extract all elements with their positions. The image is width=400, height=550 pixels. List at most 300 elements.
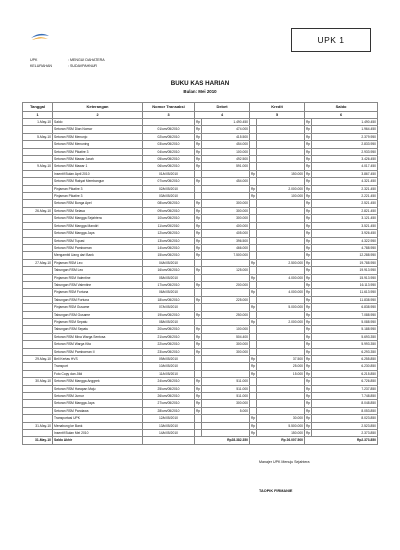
cell-debit-currency: Rp [196, 253, 201, 258]
table-row [23, 215, 378, 222]
cell-debit [202, 415, 250, 422]
cell-saldo: 5.993.350 [312, 341, 378, 348]
cell-saldo: 12.288.950 [312, 252, 378, 259]
cell-saldo-currency: Rp [306, 149, 311, 154]
table-row [23, 415, 378, 422]
table-row [23, 318, 378, 325]
cell-saldo-currency: Rp [306, 223, 311, 228]
cell-transaction-number: 23/um/05/2010 [143, 348, 195, 355]
column-header: Nomor Transaksi [143, 103, 195, 112]
cell-debit-currency [195, 318, 202, 325]
cell-saldo-currency: Rp [306, 179, 311, 184]
column-number: 2 [53, 112, 143, 119]
cell-credit: 5.500.000 [257, 422, 305, 429]
cell-credit-currency [250, 200, 257, 207]
cell-saldo: 2.379.950 [312, 133, 378, 140]
cell-credit-currency [250, 126, 257, 133]
cell-transaction-number: 12/um/05/2010 [143, 230, 195, 237]
cell-debit-currency: Rp [196, 327, 201, 332]
cell-description: Setoran RSM Mawar 1 [53, 163, 143, 170]
cell-date [23, 193, 53, 200]
cell-credit-currency [250, 156, 257, 163]
header-label: UPK [30, 58, 38, 62]
cell-saldo: 7.748.850 [312, 393, 378, 400]
cell-description: Setoran RSM Bunga Apel [53, 200, 143, 207]
cell-credit [257, 148, 305, 155]
cell-credit-currency: Rp [251, 423, 256, 428]
cell-saldo-currency: Rp [306, 431, 311, 436]
cell-debit-currency: Rp [196, 312, 201, 317]
table-row [23, 400, 378, 407]
cell-saldo-currency: Rp [306, 245, 311, 250]
cell-saldo-currency: Rp [306, 327, 311, 332]
cell-saldo-currency: Rp [306, 401, 311, 406]
cell-description: Pinjaman RSM Sepatu [53, 318, 143, 325]
table-row [23, 326, 378, 333]
cell-description: Saldo [53, 119, 143, 126]
cell-date [23, 311, 53, 318]
table-row [23, 333, 378, 340]
cell-date [23, 415, 53, 422]
cell-transaction-number: 22/um/05/2010 [143, 341, 195, 348]
cell-transaction-number [143, 119, 195, 126]
cell-saldo: 3.426.450 [312, 156, 378, 163]
cell-debit-currency [195, 193, 202, 200]
column-number: 3 [143, 112, 195, 119]
cell-saldo-currency: Rp [306, 305, 311, 310]
cell-transaction-number: 01/um/05/2010 [143, 126, 195, 133]
cell-saldo-currency: Rp [306, 238, 311, 243]
cell-debit-currency: Rp [196, 379, 201, 384]
cell-debit [202, 370, 250, 377]
cell-debit-currency [195, 422, 202, 429]
signature-name: TAOPIK FIRMANIE [259, 489, 293, 493]
cell-date [23, 274, 53, 281]
cell-description: Insentif Bulan April 2010 [53, 170, 143, 177]
cell-debit [202, 274, 250, 281]
column-number: 1 [23, 112, 53, 119]
cell-date [23, 326, 53, 333]
cell-saldo-total: Rp2.373.850 [305, 437, 378, 444]
cell-debit [202, 185, 250, 192]
cell-saldo: 6.726.850 [312, 378, 378, 385]
cell-credit [257, 237, 305, 244]
cell-debit-currency: Rp [196, 149, 201, 154]
cell-credit-currency [250, 163, 257, 170]
cell-credit-currency: Rp [251, 171, 256, 176]
cell-credit: 15.000 [257, 370, 305, 377]
cell-date: 9-May-10 [23, 163, 53, 170]
cell-credit: 4.000.000 [257, 289, 305, 296]
cell-credit [257, 230, 305, 237]
cell-debit-currency: Rp [196, 208, 201, 213]
cell-transaction-number: 08/k/05/2010 [143, 318, 195, 325]
cell-debit: 100.000 [202, 148, 250, 155]
cell-description: Setoran RSM Pamboeran II [53, 348, 143, 355]
table-row [23, 378, 378, 385]
cell-credit: 2.000.000 [257, 185, 305, 192]
table-row [23, 156, 378, 163]
cell-date [23, 252, 53, 259]
table-row [23, 296, 378, 303]
cell-description: Foto Copy dan Jilid [53, 370, 143, 377]
cell-credit-currency [250, 133, 257, 140]
cell-saldo-currency: Rp [306, 142, 311, 147]
cell-saldo-currency: Rp [306, 208, 311, 213]
table-row [23, 244, 378, 251]
cell-debit: 125.000 [202, 267, 250, 274]
cell-debit-currency [195, 304, 202, 311]
cell-saldo: 3.926.450 [312, 230, 378, 237]
cell-debit-currency: Rp [196, 394, 201, 399]
cell-description: Setoran RSM Harapan Maju [53, 385, 143, 392]
cell-debit-currency: Rp [196, 386, 201, 391]
cell-description: Tabungan RSM Sepatu [53, 326, 143, 333]
column-header: Tanggal [23, 103, 53, 112]
cell-saldo: 4.788.950 [312, 244, 378, 251]
cell-date [23, 126, 53, 133]
cell-date [23, 333, 53, 340]
cell-credit [257, 341, 305, 348]
cell-saldo: 6.838.950 [312, 304, 378, 311]
cell-date: 29-May-10 [23, 356, 53, 363]
cell-saldo: 15.913.950 [312, 274, 378, 281]
cell-credit-currency: Rp [251, 260, 256, 265]
cell-saldo-currency: Rp [306, 231, 311, 236]
cell-description: Setoran RSM Jumur [53, 393, 143, 400]
cell-debit: 225.000 [202, 296, 250, 303]
cell-debit-currency [195, 185, 202, 192]
cell-debit [202, 170, 250, 177]
cell-description: Insentif Bulan Mei 2010 [53, 430, 143, 437]
cell-description: Setoran RSM Menuning [53, 141, 143, 148]
cell-debit [202, 259, 250, 266]
cell-saldo: 5.693.350 [312, 333, 378, 340]
cell-description: Pinjaman Pikatire 3 [53, 193, 143, 200]
cell-description: Tabungan RSM Gusame [53, 311, 143, 318]
cell-debit-currency [195, 289, 202, 296]
cell-date [23, 230, 53, 237]
cell-debit [202, 193, 250, 200]
table-row [23, 119, 378, 126]
cell-debit [202, 304, 250, 311]
cell-debit-currency: Rp [196, 334, 201, 339]
table-row [23, 163, 378, 170]
cell-saldo-currency: Rp [306, 334, 311, 339]
cell-saldo: 3.867.450 [312, 170, 378, 177]
cell-credit-currency [250, 119, 257, 126]
cell-debit: 511.000 [202, 393, 250, 400]
table-row [23, 407, 378, 414]
cell-debit-currency: Rp [196, 142, 201, 147]
cell-date [23, 185, 53, 192]
cell-description: Transport [53, 363, 143, 370]
cell-date [23, 318, 53, 325]
cell-debit-currency [195, 170, 202, 177]
cell-debit-currency: Rp [196, 268, 201, 273]
cell-transaction-number: 13/um/05/2010 [143, 237, 195, 244]
table-row [23, 311, 378, 318]
cell-description: Setoran RSM Mawar Jarah [53, 156, 143, 163]
cell-saldo: 5.088.950 [312, 318, 378, 325]
total-row [23, 437, 378, 444]
table-row [23, 178, 378, 185]
table-row [23, 341, 378, 348]
cell-credit-currency [250, 215, 257, 222]
cell-debit [202, 363, 250, 370]
cell-transaction-number: 12/k/05/2010 [143, 415, 195, 422]
cell-credit [257, 215, 305, 222]
cell-credit [257, 200, 305, 207]
cell-credit-currency [250, 141, 257, 148]
cell-saldo: 2.373.850 [312, 430, 378, 437]
cell-credit-currency: Rp [251, 305, 256, 310]
cell-transaction-number: 11/um/05/2010 [143, 222, 195, 229]
upk-number-box: UPK 1 [291, 28, 371, 52]
cell-saldo: 11.613.950 [312, 289, 378, 296]
cell-saldo: 11.838.950 [312, 296, 378, 303]
cell-date [23, 430, 53, 437]
cell-saldo-currency: Rp [306, 268, 311, 273]
cell-debit [202, 422, 250, 429]
cell-saldo-currency: Rp [306, 216, 311, 221]
cell-debit-currency: Rp [196, 216, 201, 221]
cell-debit-currency [195, 274, 202, 281]
cell-saldo: 2.221.450 [312, 193, 378, 200]
table-row [23, 370, 378, 377]
cell-transaction-number: 09/um/05/2010 [143, 207, 195, 214]
cell-debit: 591.000 [202, 163, 250, 170]
cell-transaction-number: 24/um/05/2010 [143, 378, 195, 385]
cell-saldo: 16.113.950 [312, 281, 378, 288]
table-row [23, 193, 378, 200]
cell-credit-currency: Rp [251, 416, 256, 421]
cell-credit-currency [250, 222, 257, 229]
cell-saldo: 3.121.450 [312, 215, 378, 222]
cell-transaction-number: 09/k/05/2010 [143, 356, 195, 363]
cell-debit: 511.000 [202, 378, 250, 385]
column-header: Saldo [305, 103, 378, 112]
cell-debit: 504.400 [202, 333, 250, 340]
cell-date [23, 400, 53, 407]
cell-description: Setoran RSM Tupasi [53, 237, 143, 244]
cell-description: Setoran RSM Pandawa [53, 407, 143, 414]
cell-transaction-number: 14/k/05/2010 [143, 430, 195, 437]
cell-description: Pinjaman RSM Gusame [53, 304, 143, 311]
cell-saldo-currency: Rp [306, 342, 311, 347]
cell-date [23, 237, 53, 244]
cell-date [23, 148, 53, 155]
cell-description: Setoran RSM Mangga Jaya [53, 400, 143, 407]
cell-description: Setoran RSM Warga Kita [53, 341, 143, 348]
cell-debit-currency: Rp [196, 342, 201, 347]
cell-saldo: 4.321.450 [312, 178, 378, 185]
table-row [23, 304, 378, 311]
cell-credit: 2.000.000 [257, 318, 305, 325]
cell-date [23, 289, 53, 296]
cell-credit [257, 207, 305, 214]
cell-debit [202, 430, 250, 437]
cell-saldo-currency: Rp [306, 157, 311, 162]
cell-saldo: 7.237.850 [312, 385, 378, 392]
cell-saldo-currency: Rp [306, 290, 311, 295]
cell-transaction-number: 13/k/05/2010 [143, 422, 195, 429]
cell-transaction-number: 27/um/05/2010 [143, 400, 195, 407]
table-row [23, 126, 378, 133]
cell-debit: 511.000 [202, 385, 250, 392]
cell-debit [202, 289, 250, 296]
table-row [23, 141, 378, 148]
cell-credit [257, 393, 305, 400]
cell-credit-currency [250, 385, 257, 392]
cell-credit-currency [250, 252, 257, 259]
cell-debit-currency: Rp [196, 201, 201, 206]
cell-date [23, 170, 53, 177]
cell-debit: 454.000 [202, 178, 250, 185]
cell-description: Tabungan RSM Valentine [53, 281, 143, 288]
table-row [23, 385, 378, 392]
cell-saldo-currency: Rp [306, 349, 311, 354]
cell-transaction-number: 17/um/05/2010 [143, 281, 195, 288]
cell-saldo: 6.293.350 [312, 348, 378, 355]
cell-debit-currency [195, 415, 202, 422]
cell-date [23, 370, 53, 377]
cell-description: Menabung ke Bank [53, 422, 143, 429]
cell-transaction-number: 04/k/05/2010 [143, 259, 195, 266]
cell-credit [257, 281, 305, 288]
cell-debit: 300.000 [202, 200, 250, 207]
cell-debit-currency: Rp [196, 120, 201, 124]
cell-credit-currency [250, 378, 257, 385]
cell-transaction-number: 28/um/05/2010 [143, 407, 195, 414]
cell-saldo: 19.913.950 [312, 267, 378, 274]
cell-transaction-number: 04/um/05/2010 [143, 148, 195, 155]
cell-credit: 4.000.000 [257, 274, 305, 281]
cell-credit: 30.000 [257, 415, 305, 422]
cell-transaction-number: 02/k/05/2010 [143, 185, 195, 192]
cell-saldo: 8.048.850 [312, 400, 378, 407]
cell-debit [202, 318, 250, 325]
cell-credit-currency: Rp [251, 364, 256, 369]
cell-credit-currency [250, 237, 257, 244]
cell-date [23, 156, 53, 163]
cell-saldo-currency: Rp [306, 371, 311, 376]
cell-debit: 400.000 [202, 222, 250, 229]
cell-credit-currency [250, 348, 257, 355]
cell-debit: 492.500 [202, 156, 250, 163]
cell-description: Pinjaman Pikatire 3 [53, 185, 143, 192]
cell-saldo-currency: Rp [306, 394, 311, 399]
cell-description: Setoran RSM Selasa [53, 207, 143, 214]
cell-credit-currency [250, 230, 257, 237]
cell-credit-currency: Rp [251, 186, 256, 191]
cell-credit-currency [250, 326, 257, 333]
cell-debit-currency: Rp [196, 231, 201, 236]
cell-description: Setoran RSM Dian Nomor [53, 126, 143, 133]
cell-description: Beli Kertas HVS [53, 356, 143, 363]
cell-debit-currency: Rp [196, 238, 201, 243]
cell-transaction-number [143, 437, 195, 444]
cash-ledger-table [22, 102, 378, 445]
table-row [23, 274, 378, 281]
cell-credit [257, 378, 305, 385]
cell-description: Setoran RSM Menunjo [53, 133, 143, 140]
cell-transaction-number: 03/k/05/2010 [143, 193, 195, 200]
cell-transaction-number: 18/um/05/2010 [143, 296, 195, 303]
cell-credit [257, 385, 305, 392]
column-header: Debet [195, 103, 250, 112]
cell-date [23, 222, 53, 229]
cell-credit-currency: Rp [251, 357, 256, 361]
cell-saldo-currency: Rp [306, 194, 311, 199]
cell-credit [257, 244, 305, 251]
cell-credit [257, 333, 305, 340]
signature-role: Manajer UPK Menuju Sejahtera [259, 460, 310, 464]
cell-saldo-currency: Rp [306, 253, 311, 258]
cell-credit-currency: Rp [251, 319, 256, 324]
cell-date [23, 363, 53, 370]
cell-debit: 474.000 [202, 126, 250, 133]
cell-date: 31-May-10 [23, 422, 53, 429]
cell-debit [202, 356, 250, 363]
header-value: : SUDAVPAHNUR [68, 64, 98, 68]
cell-description: Tabungan RSM Fortuna [53, 296, 143, 303]
table-row [23, 207, 378, 214]
cell-date [23, 141, 53, 148]
cell-credit-currency [250, 148, 257, 155]
cell-transaction-number: 20/um/05/2010 [143, 326, 195, 333]
cell-credit-currency: Rp [251, 275, 256, 280]
cell-debit-currency: Rp [196, 127, 201, 132]
cell-debit: 396.500 [202, 237, 250, 244]
cell-transaction-number: 10/k/05/2010 [143, 363, 195, 370]
cell-credit-total: Rp 26.007.500 [250, 437, 305, 444]
cell-description: Mengambil Uang dari Bank [53, 252, 143, 259]
table-row [23, 267, 378, 274]
cell-credit: 25.000 [257, 363, 305, 370]
cell-credit-currency [250, 333, 257, 340]
table-row [23, 252, 378, 259]
cell-saldo-currency: Rp [306, 164, 311, 169]
cell-date [23, 267, 53, 274]
table-row [23, 393, 378, 400]
cell-credit [257, 267, 305, 274]
cell-credit [257, 407, 305, 414]
cell-saldo-currency: Rp [306, 275, 311, 280]
cell-saldo-currency: Rp [306, 379, 311, 384]
cell-description: Setoran RSM Mangga Anggrek [53, 378, 143, 385]
cell-date: 1-May-10 [23, 119, 53, 126]
cell-credit-currency [250, 178, 257, 185]
cell-saldo-currency: Rp [306, 416, 311, 421]
table-row [23, 289, 378, 296]
cell-saldo: 2.933.950 [312, 148, 378, 155]
cell-debit: 1.490.450 [202, 119, 250, 126]
cell-date: 30-May-10 [23, 378, 53, 385]
cell-credit-currency [250, 393, 257, 400]
header-row-kelurahan [30, 64, 97, 69]
column-number: 5 [250, 112, 305, 119]
cell-saldo-currency: Rp [306, 127, 311, 132]
cell-saldo-currency: Rp [306, 282, 311, 287]
cell-saldo-currency: Rp [306, 319, 311, 324]
cell-date: 5-May-10 [23, 133, 53, 140]
cell-debit-currency: Rp [196, 164, 201, 169]
column-number-row [23, 112, 378, 119]
cell-credit [257, 156, 305, 163]
table-row [23, 348, 378, 355]
cell-saldo: 8.053.850 [312, 407, 378, 414]
